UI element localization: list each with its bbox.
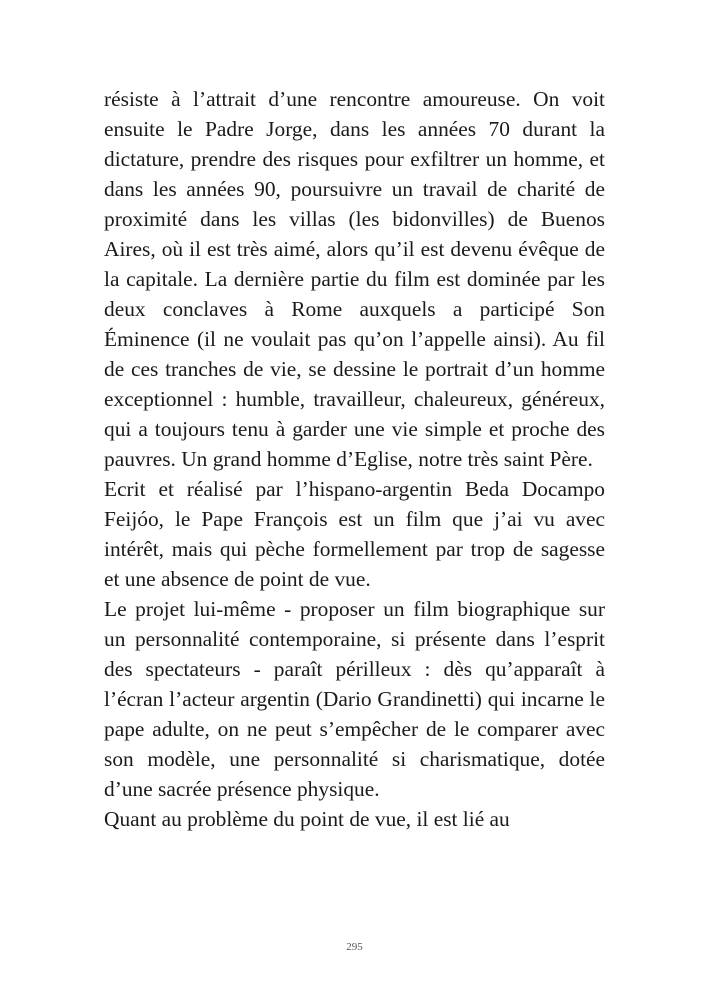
- body-text: [104, 84, 605, 834]
- paragraph: Ecrit et réalisé par l’hispano-argentin Beda Docampo Feijóo, le Pape François est un film que j’ai vu avec intérêt, mais qui pèche formellement par trop de sagesse et une absence de point de vue.: [104, 477, 605, 591]
- page-number: 295: [346, 941, 363, 953]
- paragraph: Le projet lui-même - proposer un film biographique sur un personnalité contemporaine, si présente dans l’esprit des spectateurs - paraît périlleux : dès qu’apparaît à l’écran l’acteur argentin (Dario Grandinetti) qui incarne le pape adulte, on ne peut s’empêcher de le comparer avec son modèle, une personnalité si charismatique, dotée d’une sacrée présence physique.: [104, 597, 605, 801]
- paragraph: Quant au problème du point de vue, il est lié au: [104, 807, 510, 831]
- paragraph: résiste à l’attrait d’une rencontre amoureuse. On voit ensuite le Padre Jorge, dans les années 70 durant la dictature, prendre des risques pour exfiltrer un homme, et dans les années 90, poursuivre un travail de charité de proximité dans les villas (les bidonvilles) de Buenos Aires, où il est très aimé, alors qu’il est devenu évêque de la capitale. La dernière partie du film est dominée par les deux conclaves à Rome auxquels a participé Son Éminence (il ne voulait pas qu’on l’appelle ainsi). Au fil de ces tranches de vie, se dessine le portrait d’un homme exceptionnel : humble, travailleur, chaleureux, généreux, qui a toujours tenu à garder une vie simple et proche des pauvres. Un grand homme d’Eglise, notre très saint Père.: [104, 87, 605, 471]
